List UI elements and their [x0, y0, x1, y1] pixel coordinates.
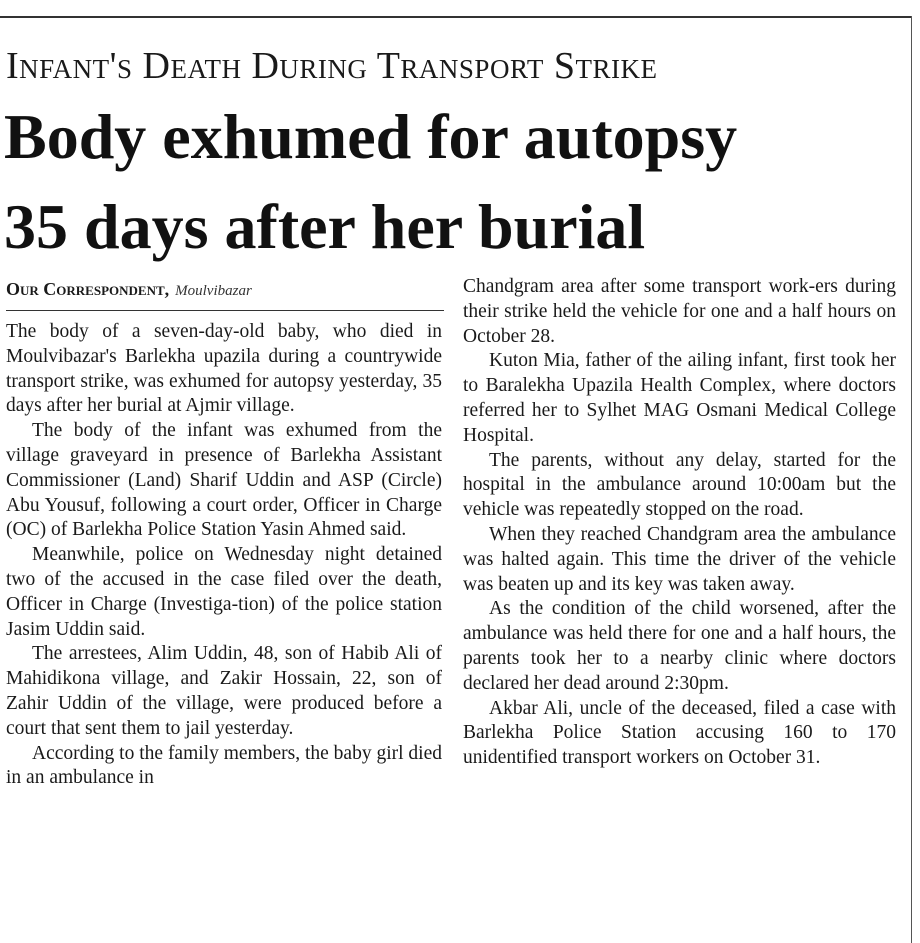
- kicker: Infant's Death During Transport Strike: [6, 45, 658, 87]
- paragraph: Akbar Ali, uncle of the deceased, filed a case with Barlekha Police Station accusing 160 to 170 unidentified transport workers on October 31.: [463, 697, 896, 769]
- top-rule: [0, 16, 912, 18]
- paragraph: As the condition of the child worsened, after the ambulance was held there for one and a half hours, the parents took her to a nearby clinic where doctors declared her dead around 2:30pm.: [463, 598, 896, 694]
- paragraph: The parents, without any delay, started for the hospital in the ambulance around 10:00am but the vehicle was repeatedly stopped on the road.: [463, 449, 896, 521]
- byline: [6, 276, 444, 311]
- paragraph: When they reached Chandgram area the ambulance was halted again. This time the driver of the vehicle was beaten up and its key was taken away.: [463, 523, 896, 595]
- paragraph: Meanwhile, police on Wednesday night detained two of the accused in the case filed over the death, Officer in Charge (Investiga-tion) of the police station Jasim Uddin said.: [6, 544, 442, 640]
- right-column: [463, 275, 896, 943]
- left-column: [6, 320, 442, 940]
- headline-line-2: 35 days after her burial: [4, 191, 646, 262]
- paragraph: The body of a seven-day-old baby, who died in Moulvibazar's Barlekha upazila during a countrywide transport strike, was exhumed for autopsy yesterday, 35 days after her burial at Ajmir village.: [6, 321, 442, 417]
- paragraph: The body of the infant was exhumed from the village graveyard in presence of Barlekha Assistant Commissioner (Land) Sharif Uddin and ASP (Circle) Abu Yousuf, following a court order, Officer in Charge (OC) of Barlekha Police Station Yasin Ahmed said.: [6, 420, 442, 541]
- headline: [4, 92, 737, 272]
- column-rule: [911, 16, 912, 943]
- byline-place: Moulvibazar: [175, 283, 252, 299]
- headline-line-1: Body exhumed for autopsy: [4, 101, 738, 172]
- paragraph: According to the family members, the baby girl died in an ambulance in: [6, 742, 442, 789]
- paragraph: Kuton Mia, father of the ailing infant, first took her to Baralekha Upazila Health Complex, where doctors referred her to Sylhet MAG Osmani Medical College Hospital.: [463, 350, 896, 446]
- paragraph: Chandgram area after some transport work-ers during their strike held the vehicle for one and a half hours on October 28.: [463, 276, 896, 347]
- paragraph: The arrestees, Alim Uddin, 48, son of Habib Ali of Mahidikona village, and Zakir Hossain, 22, son of Zahir Uddin of the village, were produced before a court that sent them to jail yesterday.: [6, 643, 442, 739]
- byline-name: Our Correspondent,: [6, 279, 170, 299]
